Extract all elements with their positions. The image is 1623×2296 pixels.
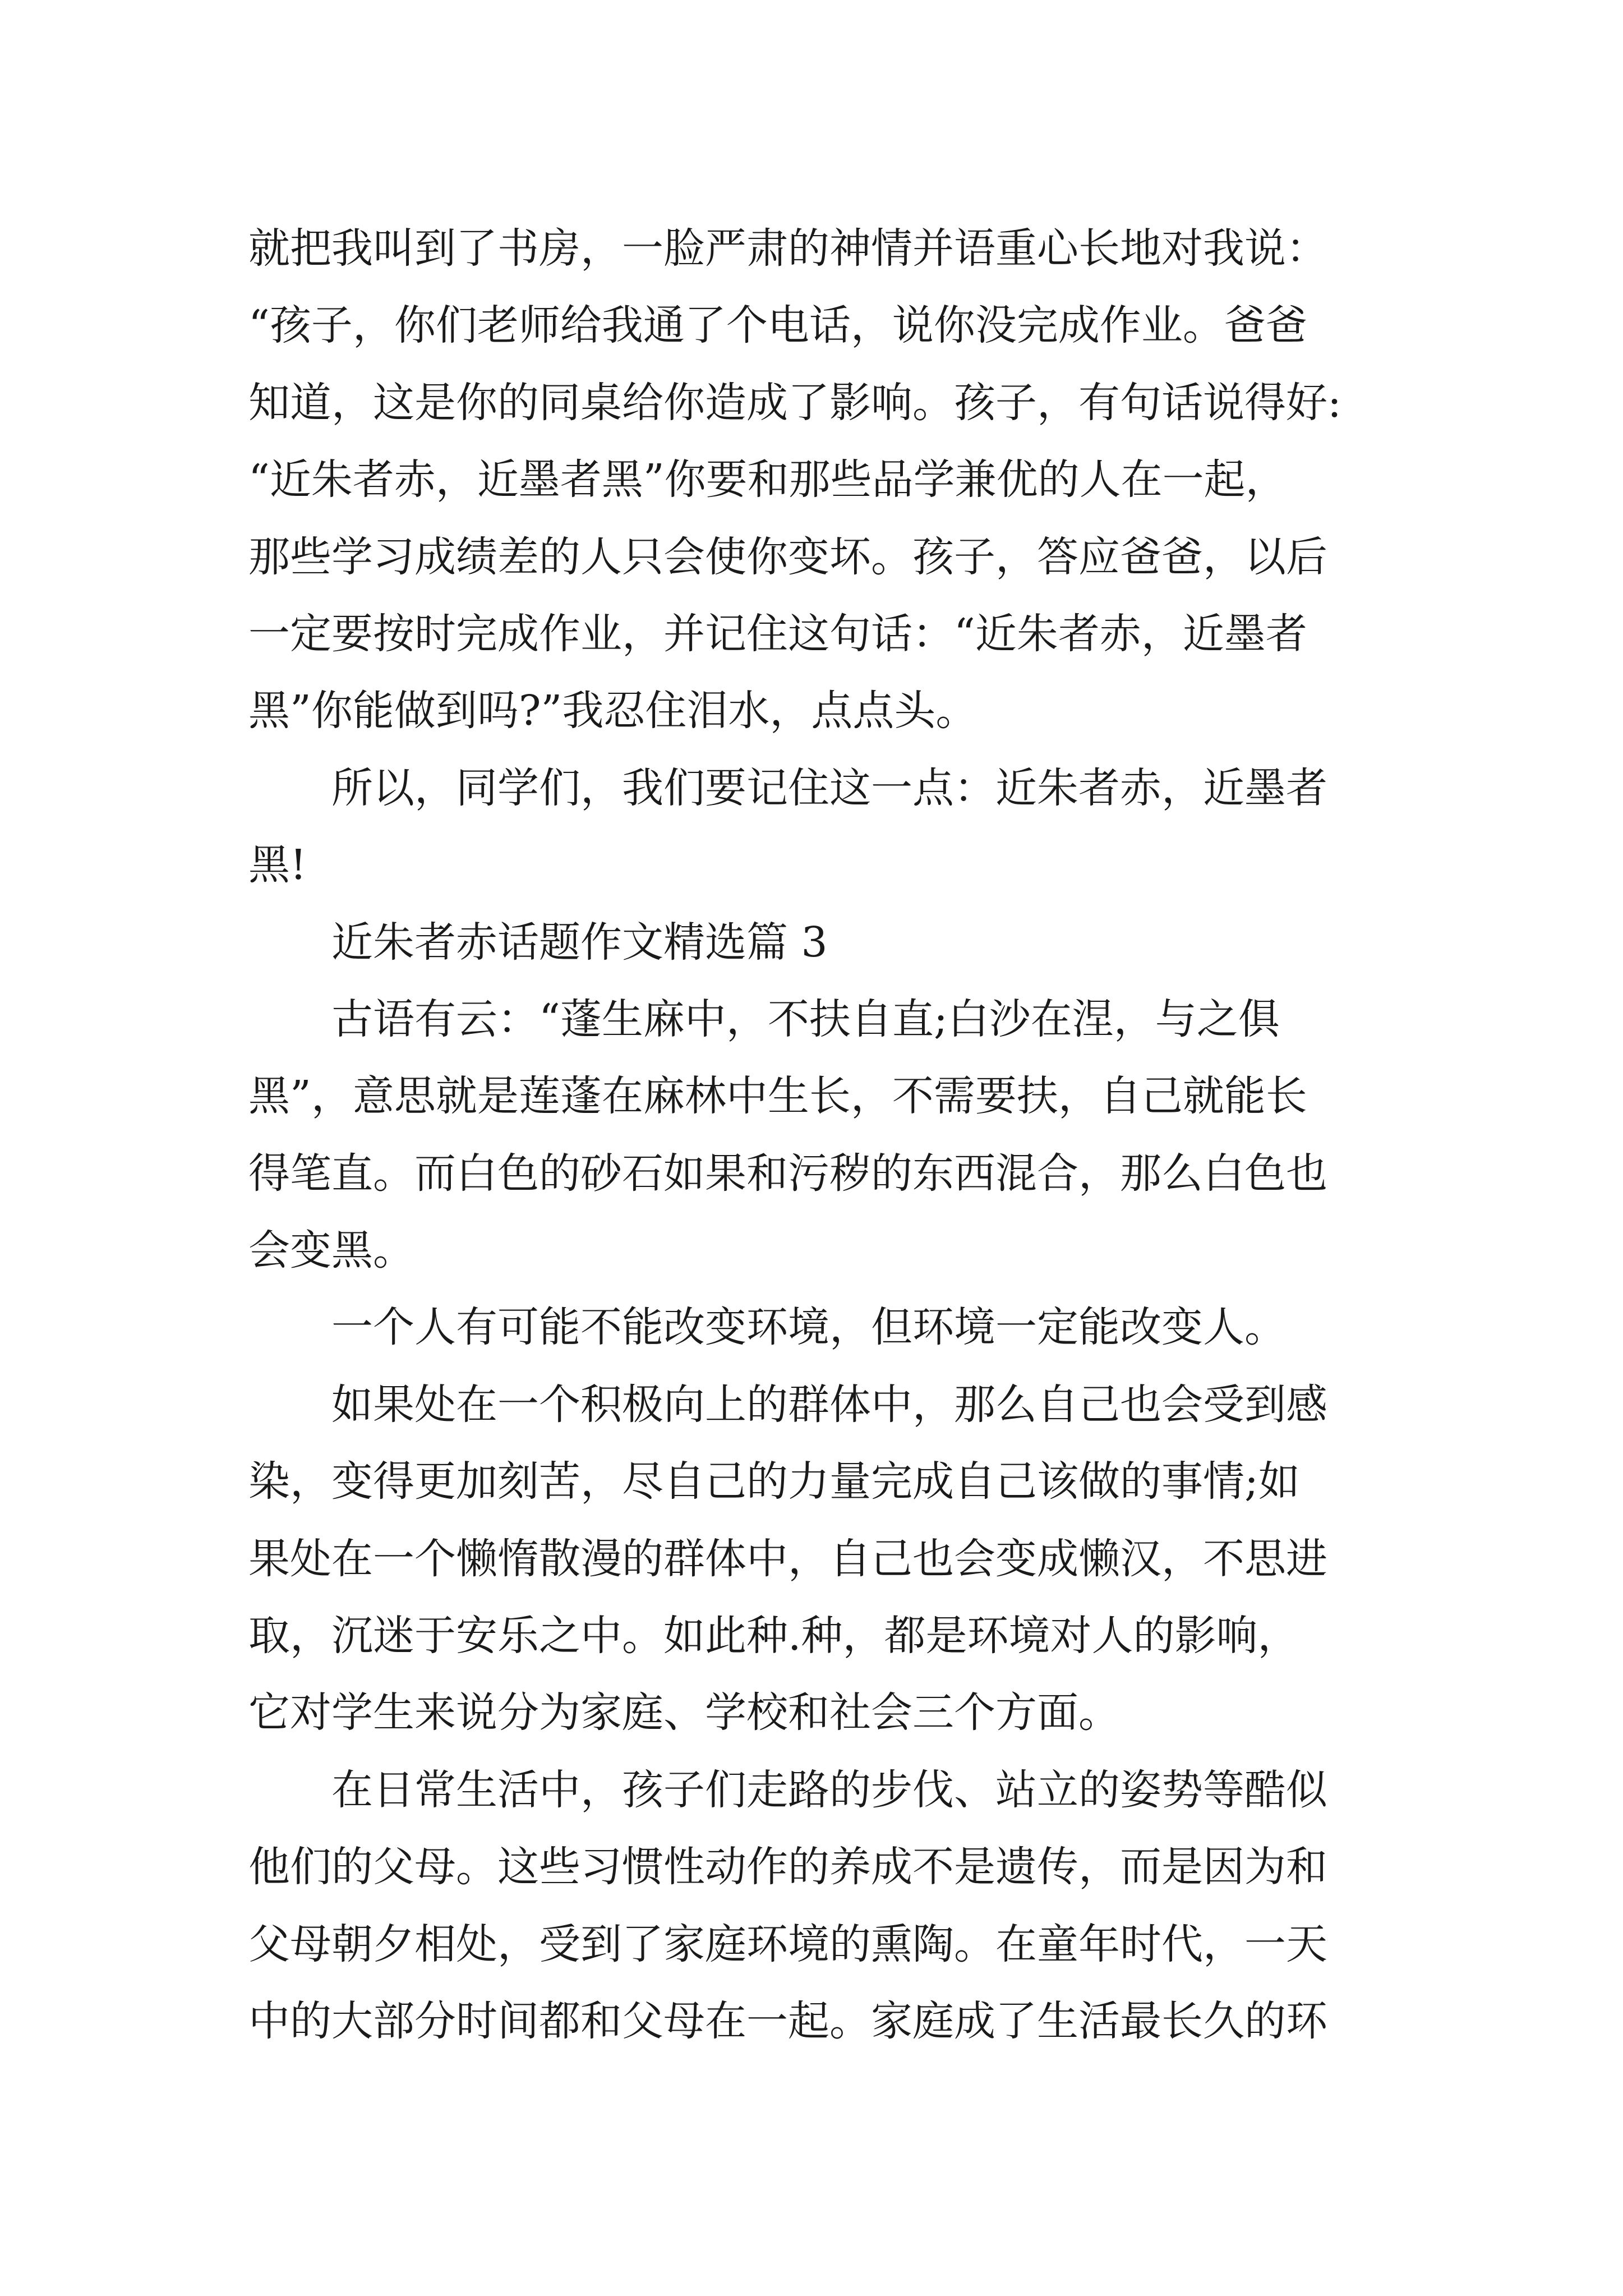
text-line: 染，变得更加刻苦，尽自己的力量完成自己该做的事情;如 — [248, 1457, 1300, 1506]
text-line: 果处在一个懒惰散漫的群体中，自己也会变成懒汉，不思进 — [248, 1534, 1327, 1583]
text-line: 知道，这是你的同桌给你造成了影响。孩子，有句话说得好: — [248, 378, 1341, 427]
paragraph-start-line: 如果处在一个积极向上的群体中，那么自己也会受到感 — [331, 1380, 1327, 1429]
text-line: 它对学生来说分为家庭、学校和社会三个方面。 — [248, 1688, 1120, 1737]
paragraph-start-line: 一个人有可能不能改变环境，但环境一定能改变人。 — [331, 1303, 1286, 1352]
text-line: 黑”你能做到吗?”我忍住泪水，点点头。 — [248, 687, 978, 735]
text-line: 会变黑。 — [248, 1226, 414, 1275]
text-line: 一定要按时完成作业，并记住这句话：“近朱者赤，近墨者 — [248, 609, 1307, 658]
document-body — [248, 210, 1387, 2060]
text-line: 那些学习成绩差的人只会使你变坏。孩子，答应爸爸，以后 — [248, 532, 1327, 581]
text-line: 父母朝夕相处，受到了家庭环境的熏陶。在童年时代，一天 — [248, 1920, 1327, 1968]
text-line: 黑! — [248, 841, 307, 890]
text-line: “近朱者赤，近墨者黑”你要和那些品学兼优的人在一起， — [248, 455, 1287, 504]
text-line: “孩子，你们老师给我通了个电话，说你没完成作业。爸爸 — [248, 301, 1307, 350]
text-line: 取，沉迷于安乐之中。如此种.种，都是环境对人的影响， — [248, 1612, 1299, 1660]
paragraph-start-line: 在日常生活中，孩子们走路的步伐、站立的姿势等酷似 — [331, 1765, 1327, 1814]
text-line: 就把我叫到了书房，一脸严肃的神情并语重心长地对我说： — [248, 224, 1327, 273]
paragraph-start-line: 古语有云：“蓬生麻中，不扶自直;白沙在涅，与之俱 — [331, 995, 1280, 1043]
text-line: 他们的父母。这些习惯性动作的养成不是遗传，而是因为和 — [248, 1843, 1327, 1892]
section-heading: 近朱者赤话题作文精选篇 3 — [331, 918, 828, 967]
paragraph-start-line: 所以，同学们，我们要记住这一点：近朱者赤，近墨者 — [331, 763, 1327, 812]
text-line: 中的大部分时间都和父母在一起。家庭成了生活最长久的环 — [248, 1996, 1327, 2045]
text-line: 黑”，意思就是莲蓬在麻林中生长，不需要扶，自己就能长 — [248, 1072, 1307, 1121]
text-line: 得笔直。而白色的砂石如果和污秽的东西混合，那么白色也 — [248, 1149, 1327, 1198]
